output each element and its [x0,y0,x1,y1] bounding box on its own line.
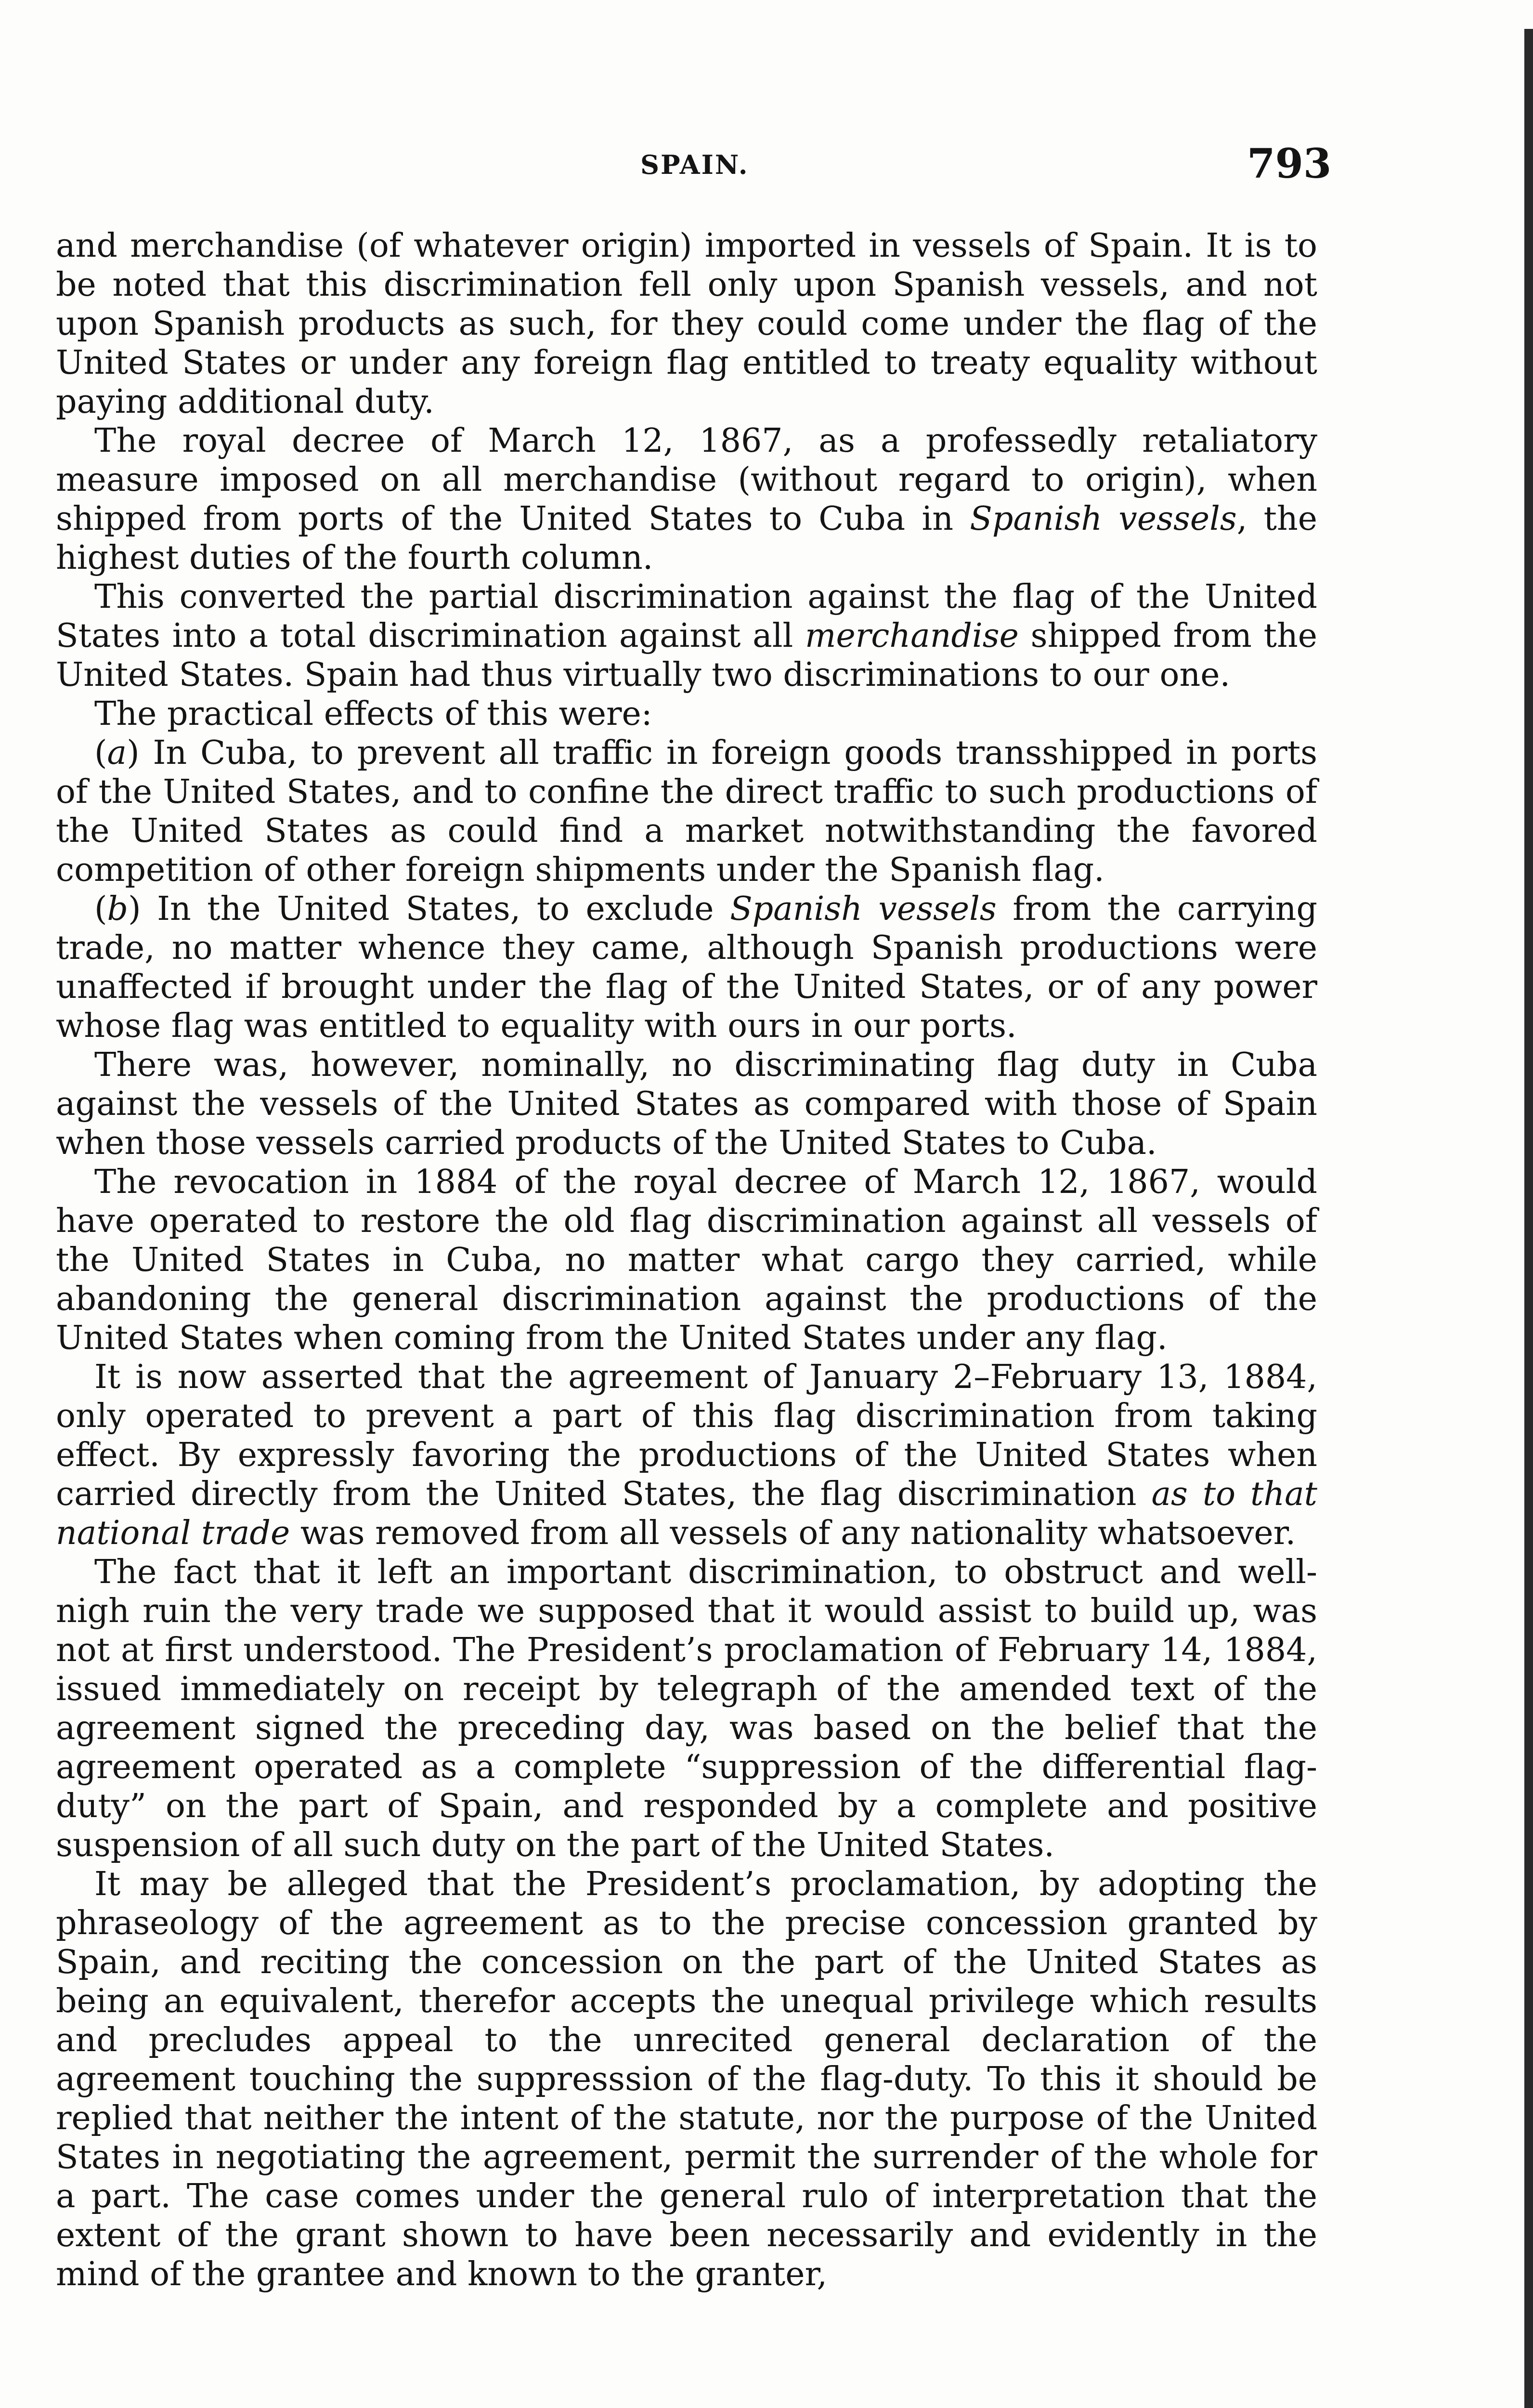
text-run: , the highest duties of the fourth column. [56,500,1317,577]
text-run: and merchandise (of whatever origin) imported in vessels of Spain. It is to be noted that this discrimination fell only upon Spanish vessels, and not upon Spanish products as such, for they could come under the flag of the United States or under any foreign flag entitled to treaty equality without paying additional duty. [56,227,1317,421]
paragraph-p1 [56,226,1317,421]
text-run: The practical effects of this were: [94,695,652,733]
text-run: It is now asserted that the agreement of January 2–February 13, 1884, only operated to prevent a part of this flag discrimination from taking effect. By expressly favoring the productions of the United States when carried directly from the United States, the flag discrimination [56,1358,1317,1513]
paragraph-p5 [56,733,1317,890]
paragraph-p3 [56,577,1317,694]
paragraph-p9 [56,1358,1317,1553]
text-run: The revocation in 1884 of the royal decree of March 12, 1867, would have operated to restore the old flag discrimination against all vessels of the United States in Cuba, no matter what cargo they carried, while abandoning the general discrimination against the productions of the United States when coming from the United States under any flag. [56,1163,1317,1357]
text-run: This converted the partial discrimination against the flag of the United States into a total discrimination against all [56,578,1317,655]
binding-edge [1524,29,1533,2408]
italic-text: Spanish vessels [970,500,1237,538]
page-number: 793 [1247,140,1332,187]
paragraph-p4 [56,694,1317,733]
text-run: ) In the United States, to exclude [128,890,730,928]
paragraph-p10 [56,1553,1317,1865]
paragraph-p2 [56,421,1317,577]
paragraph-p11 [56,1865,1317,2294]
paragraph-p8 [56,1163,1317,1358]
italic-text: Spanish vessels [730,890,997,928]
text-run: ( [94,890,107,928]
paragraph-p6 [56,890,1317,1046]
italic-text: merchandise [805,617,1019,655]
paragraph-p7 [56,1046,1317,1163]
text-run: was removed from all vessels of any nationality whatsoever. [290,1514,1296,1552]
text-run: ) In Cuba, to prevent all traffic in foreign goods transshipped in ports of the United States, and to confine the direct traffic to such productions of the United States as could find a market notwithstanding the favored competition of other foreign shipments under the Spanish flag. [56,734,1317,889]
running-head [0,140,1533,193]
text-run: It may be alleged that the President’s proclamation, by adopting the phraseology of the agreement as to the precise concession granted by Spain, and reciting the concession on the part of the United States as being an equivalent, therefor accepts the unequal privilege which results and precludes appeal to the unrecited general declaration of the agreement touching the suppresssion of the flag-duty. To this it should be replied that neither the intent of the statute, nor the purpose of the United States in negotiating the agreement, permit the surrender of the whole for a part. The case comes under the general rulo of interpretation that the extent of the grant shown to have been necessarily and evidently in the mind of the grantee and known to the granter, [56,1865,1317,2293]
italic-text: b [107,890,129,928]
text-run: The royal decree of March 12, 1867, as a professedly retaliatory measure imposed on all merchandise (without regard to origin), when shipped from ports of the United States to Cuba in [56,422,1317,538]
text-run: from the carrying trade, no matter whence they came, although Spanish productions were unaffected if brought under the flag of the United States, or of any power whose flag was entitled to equality with ours in our ports. [56,890,1318,1045]
text-run: shipped from the United States. Spain had thus virtually two discriminations to our one. [56,617,1317,694]
italic-text: a [107,734,127,772]
italic-text: as to that national trade [56,1475,1317,1552]
running-title: SPAIN. [640,149,749,180]
body-text [56,226,1317,2294]
text-run: The fact that it left an important discrimination, to obstruct and well-nigh ruin the very trade we supposed that it would assist to build up, was not at first understood. The President’s proclamation of February 14, 1884, issued immediately on receipt by telegraph of the amended text of the agreement signed the preceding day, was based on the belief that the agreement operated as a complete “suppression of the differential flag-duty” on the part of Spain, and responded by a complete and positive suspension of all such duty on the part of the United States. [56,1553,1317,1864]
text-run: ( [94,734,107,772]
text-run: There was, however, nominally, no discriminating flag duty in Cuba against the vessels of the United States as compared with those of Spain when those vessels carried products of the United States to Cuba. [56,1046,1317,1162]
